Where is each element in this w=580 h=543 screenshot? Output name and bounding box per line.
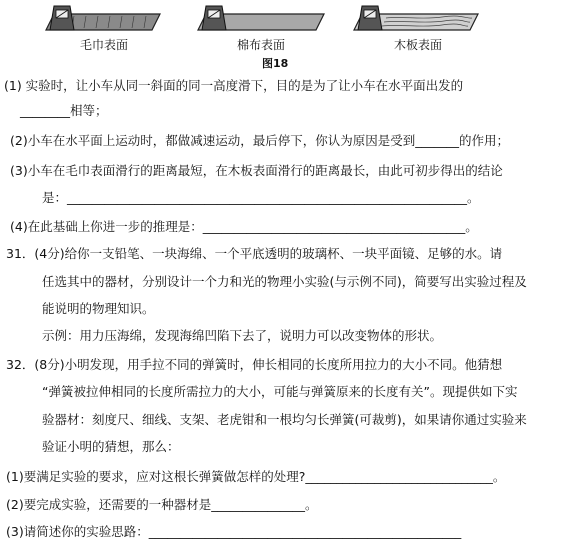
q-line-6: (4)在此基础上你进一步的推理是：__________________________________________。	[10, 219, 478, 234]
q-line-10: 示例：用力压海绵，发现海绵凹陷下去了，说明力可以改变物体的形状。	[42, 328, 443, 343]
q-line-1: (1) 实验时，让小车从同一斜面的同一高度滑下，目的是为了让小车在水平面出发的	[4, 78, 464, 93]
q-line-11: 32．(8分)小明发现，用手拉不同的弹簧时，伸长相同的长度所用拉力的大小不同。他猜想	[6, 357, 503, 372]
q-line-12: “弹簧被拉伸相同的长度所需拉力的大小，可能与弹簧原来的长度有关”。现提供如下实	[42, 384, 518, 399]
q-line-5: 是：________________________________________________________________。	[42, 190, 480, 205]
figure-row	[0, 0, 580, 56]
q-line-8: 任选其中的器材，分别设计一个力和光的物理小实验(与示例不同)，简要写出实验过程及	[42, 274, 527, 289]
q-line-3: (2)小车在水平面上运动时，都做减速运动，最后停下，你认为原因是受到_______的作用；	[10, 133, 509, 148]
towel-surface-caption: 毛巾表面	[80, 38, 129, 52]
q-line-4: (3)小车在毛巾表面滑行的距离最短，在木板表面滑行的距离最长，由此可初步得出的结论	[10, 163, 503, 178]
q-line-16: (2)要完成实验，还需要的一种器材是_______________。	[6, 497, 318, 512]
cotton-surface-figure	[196, 2, 326, 32]
wood-surface-caption: 木板表面	[394, 38, 443, 52]
towel-surface-figure	[44, 2, 162, 32]
cotton-surface-caption: 棉布表面	[237, 38, 286, 52]
wood-surface-figure	[352, 2, 480, 32]
q-line-14: 验证小明的猜想，那么：	[42, 439, 180, 454]
q-line-7: 31．(4分)给你一支铅笔、一块海绵、一个平底透明的玻璃杯、一块平面镜、足够的水。请	[6, 246, 503, 261]
figure-title: 图18	[262, 57, 289, 70]
q-line-13: 验器材：刻度尺、细线、支架、老虎钳和一根均匀长弹簧(可裁剪)，如果请你通过实验来	[42, 412, 527, 427]
q-line-9: 能说明的物理知识。	[42, 301, 155, 316]
q-line-17: (3)请简述你的实验思路：__________________________________________________	[6, 524, 462, 539]
q-line-15: (1)要满足实验的要求，应对这根长弹簧做怎样的处理?______________________________。	[6, 469, 506, 484]
q-line-2: ________相等；	[20, 103, 108, 118]
